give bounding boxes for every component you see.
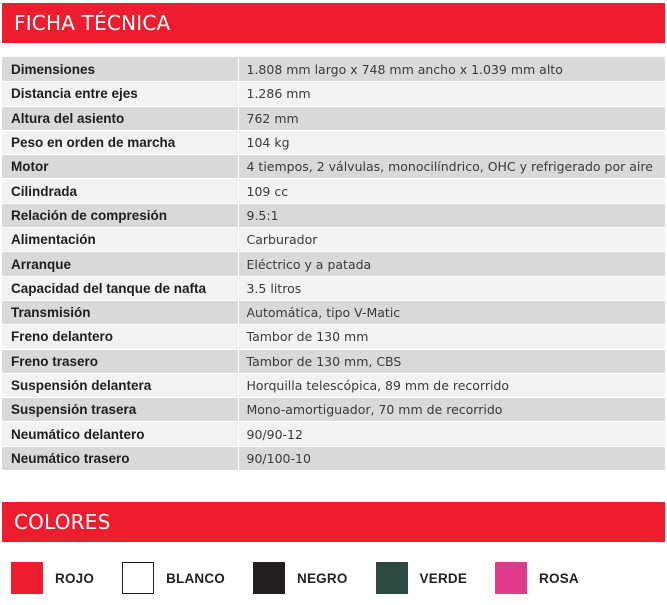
spec-row	[2, 349, 665, 373]
color-label: NEGRO	[297, 570, 348, 586]
color-option-negro	[253, 562, 376, 594]
spec-value: Carburador	[238, 228, 665, 252]
spec-label: Relación de compresión	[2, 203, 238, 227]
spec-label: Arranque	[2, 252, 238, 276]
spec-value: 90/90-12	[238, 422, 665, 446]
color-option-verde	[376, 562, 496, 594]
spec-row	[2, 373, 665, 397]
spec-label: Motor	[2, 155, 238, 179]
spec-value: Eléctrico y a patada	[238, 252, 665, 276]
spec-row	[2, 228, 665, 252]
spec-row	[2, 203, 665, 227]
spec-value: 9.5:1	[238, 203, 665, 227]
colores-header: COLORES	[2, 502, 665, 542]
color-option-blanco	[122, 562, 253, 594]
spec-label: Distancia entre ejes	[2, 82, 238, 106]
spec-value: Automática, tipo V-Matic	[238, 300, 665, 324]
color-swatch	[122, 562, 154, 594]
spec-value: 4 tiempos, 2 válvulas, monocilíndrico, OHC y refrigerado por aire	[238, 155, 665, 179]
spec-row	[2, 155, 665, 179]
spec-label: Suspensión delantera	[2, 373, 238, 397]
spec-value: Tambor de 130 mm	[238, 325, 665, 349]
spec-table	[2, 57, 665, 471]
spec-value: 1.808 mm largo x 748 mm ancho x 1.039 mm alto	[238, 58, 665, 82]
spec-value: 109 cc	[238, 179, 665, 203]
ficha-tecnica-header: FICHA TÉCNICA	[2, 3, 665, 43]
spec-value: 762 mm	[238, 106, 665, 130]
color-label: VERDE	[419, 570, 468, 586]
spec-value: 1.286 mm	[238, 82, 665, 106]
color-option-rosa	[495, 562, 607, 594]
spec-label: Capacidad del tanque de nafta	[2, 276, 238, 300]
spec-value: 3.5 litros	[238, 276, 665, 300]
spec-label: Suspensión trasera	[2, 398, 238, 422]
color-swatch	[253, 562, 285, 594]
spec-label: Alimentación	[2, 228, 238, 252]
spec-row	[2, 325, 665, 349]
spec-label: Freno delantero	[2, 325, 238, 349]
spec-label: Transmisión	[2, 300, 238, 324]
color-label: BLANCO	[166, 570, 226, 586]
spec-label: Freno trasero	[2, 349, 238, 373]
spec-row	[2, 422, 665, 446]
color-swatches	[11, 562, 607, 594]
spec-label: Altura del asiento	[2, 106, 238, 130]
spec-label: Neumático trasero	[2, 446, 238, 470]
spec-label: Peso en orden de marcha	[2, 130, 238, 154]
spec-label: Cilindrada	[2, 179, 238, 203]
spec-row	[2, 398, 665, 422]
spec-label: Neumático delantero	[2, 422, 238, 446]
color-label: ROJO	[55, 570, 95, 586]
spec-row	[2, 300, 665, 324]
spec-row	[2, 179, 665, 203]
spec-row	[2, 446, 665, 470]
spec-value: Mono-amortiguador, 70 mm de recorrido	[238, 398, 665, 422]
spec-row	[2, 276, 665, 300]
spec-row	[2, 82, 665, 106]
spec-row	[2, 252, 665, 276]
color-label: ROSA	[539, 570, 579, 586]
spec-value: Horquilla telescópica, 89 mm de recorrido	[238, 373, 665, 397]
spec-value: Tambor de 130 mm, CBS	[238, 349, 665, 373]
spec-value: 104 kg	[238, 130, 665, 154]
color-option-rojo	[11, 562, 122, 594]
color-swatch	[376, 562, 408, 594]
spec-label: Dimensiones	[2, 58, 238, 82]
color-swatch	[495, 562, 527, 594]
spec-row	[2, 130, 665, 154]
color-swatch	[11, 562, 43, 594]
spec-row	[2, 58, 665, 82]
spec-row	[2, 106, 665, 130]
spec-value: 90/100-10	[238, 446, 665, 470]
